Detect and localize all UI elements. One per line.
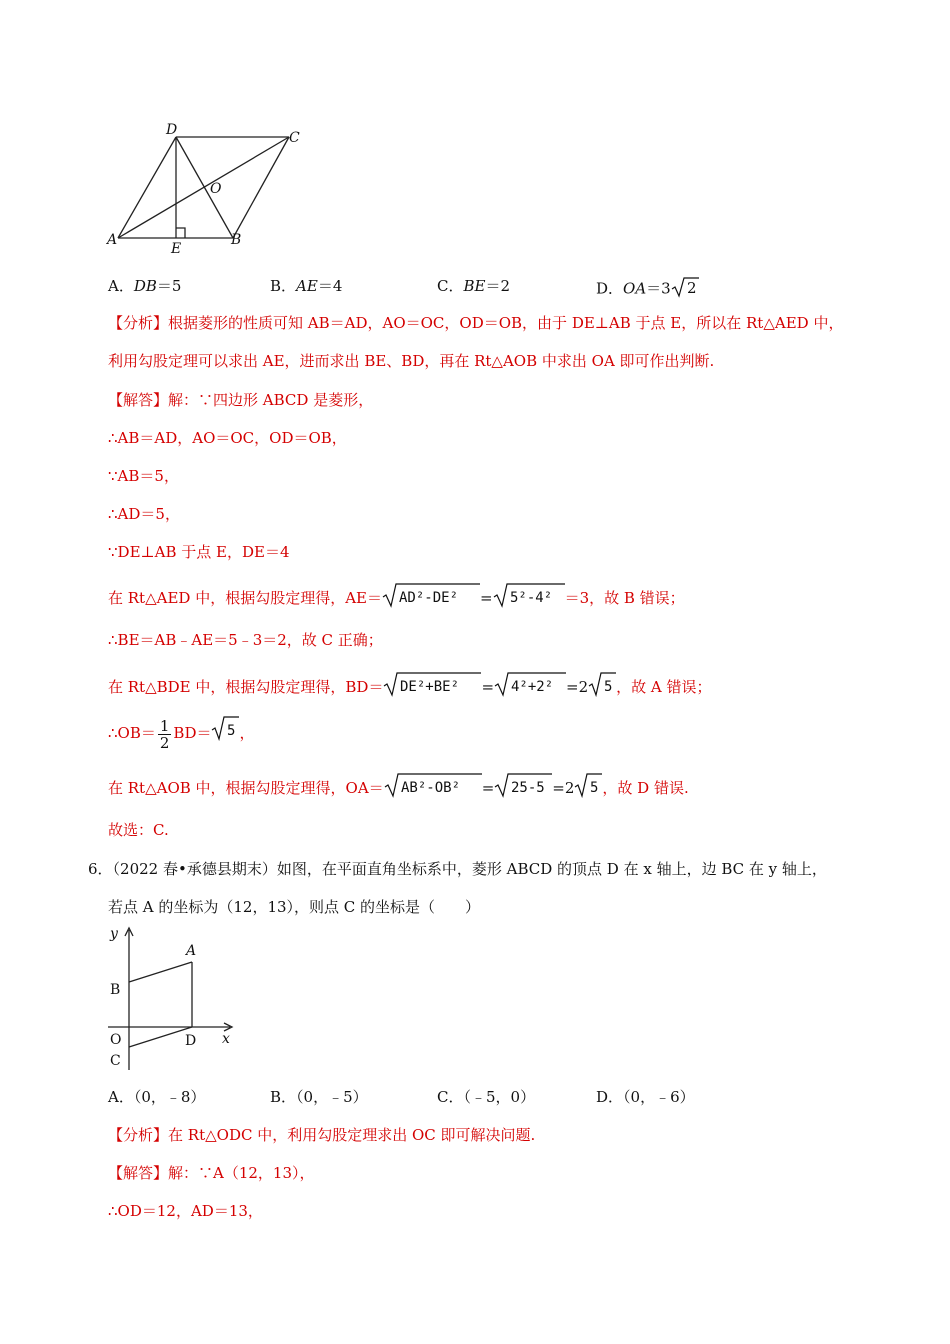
label-e: E — [171, 241, 182, 257]
label-a: A — [186, 943, 197, 959]
sqrt-25-5 — [494, 772, 552, 806]
svg-text:2: 2 — [686, 279, 697, 297]
q5-option-c[interactable]: C．BE＝2 — [437, 277, 511, 295]
q5-solution-line3: ∵AB＝5， — [108, 467, 179, 485]
solution-tag: 【解答】 — [108, 391, 169, 409]
fraction-one-half: $\frac{1}{2}$ — [159, 716, 170, 752]
q6-solution-line2: ∴OD＝12，AD＝13， — [108, 1202, 263, 1220]
q5-analysis-line2: 利用勾股定理可以求出 AE，进而求出 BE、BD，再在 Rt△AOB 中求出 OA 即可作出判断. — [108, 352, 715, 370]
svg-text:DE²+BE²: DE²+BE² — [400, 679, 460, 695]
sqrt-de-be — [383, 671, 481, 705]
q6-option-b[interactable]: B．（0，﹣5） — [270, 1088, 368, 1106]
analysis-tag: 【分析】 — [108, 314, 169, 332]
q6-solution-line1: 【解答】解：∵A（12，13）， — [108, 1164, 315, 1182]
q5-solution-line7: ∴BE＝AB﹣AE＝5﹣3＝2，故 C 正确； — [108, 631, 383, 649]
svg-text:5²-4²: 5²-4² — [509, 590, 552, 606]
solution-tag: 【解答】 — [108, 1164, 169, 1182]
q5-solution-line11: 故选：C. — [108, 821, 169, 839]
q6-stem-line2: 若点 A 的坐标为（12，13），则点 C 的坐标是（ ） — [108, 898, 481, 916]
q6-option-c[interactable]: C．（﹣5，0） — [437, 1088, 536, 1106]
sqrt-5 — [211, 715, 239, 753]
label-x: x — [222, 1031, 230, 1047]
q5-solution-line6: 在 Rt△AED 中，根据勾股定理得，AE＝ AD²-DE² = 5²-4² ＝3，故 B 错误； — [108, 582, 685, 616]
q6-analysis: 【分析】在 Rt△ODC 中，利用勾股定理求出 OC 即可解决问题. — [108, 1126, 536, 1144]
sqrt-ab-ob — [384, 772, 482, 806]
svg-text:4²+2²: 4²+2² — [511, 679, 554, 695]
label-b: B — [231, 232, 242, 248]
side-ba — [129, 962, 192, 982]
q5-solution-line2: ∴AB＝AD，AO＝OC，OD＝OB， — [108, 429, 347, 447]
analysis-tag: 【分析】 — [108, 1126, 169, 1144]
q5-solution-line10: 在 Rt△AOB 中，根据勾股定理得，OA＝ AB²-OB² = 25-5 =2 5 ，故 D 错误. — [108, 772, 689, 806]
q5-option-d[interactable]: D．OA＝3 2 — [596, 276, 699, 303]
coordinate-figure — [100, 920, 245, 1075]
label-d: D — [166, 122, 178, 138]
label-o: O — [210, 181, 222, 197]
diagonal-db — [176, 137, 233, 238]
label-c: C — [289, 130, 300, 146]
sqrt-symbol — [671, 276, 699, 303]
svg-text:5: 5 — [604, 679, 613, 695]
svg-text:AD²-DE²: AD²-DE² — [399, 590, 459, 606]
q6-option-d[interactable]: D．（0，﹣6） — [596, 1088, 695, 1106]
diagonal-ac — [118, 137, 289, 238]
label-d: D — [185, 1033, 197, 1049]
sqrt-5 — [574, 772, 602, 806]
q5-solution-line1: 【解答】解：∵四边形 ABCD 是菱形， — [108, 391, 374, 409]
sqrt-ad-de — [382, 582, 480, 616]
side-ad — [118, 137, 176, 238]
question-number: 6． — [88, 860, 113, 878]
label-c: C — [110, 1053, 121, 1069]
rhombus-figure — [100, 120, 320, 260]
q5-solution-line4: ∴AD＝5， — [108, 505, 180, 523]
q5-option-a[interactable]: A．DB＝5 — [108, 277, 182, 295]
label-a: A — [107, 232, 118, 248]
q5-option-b[interactable]: B．AE＝4 — [270, 277, 343, 295]
svg-text:5: 5 — [590, 780, 599, 796]
sqrt-5-4 — [493, 582, 565, 616]
sqrt-4-2 — [494, 671, 566, 705]
q5-solution-line8: 在 Rt△BDE 中，根据勾股定理得，BD＝ DE²+BE² = 4²+2² =2 5 ，故 A 错误； — [108, 671, 712, 705]
sqrt-5 — [588, 671, 616, 705]
q5-analysis-line1: 【分析】根据菱形的性质可知 AB＝AD，AO＝OC，OD＝OB，由于 DE⊥AB 于点 E，所以在 Rt△AED 中， — [108, 314, 844, 332]
right-angle-mark — [176, 228, 185, 238]
q5-solution-line9: ∴OB＝ $\frac{1}{2}$ BD＝ 5 ， — [108, 716, 255, 752]
q6-stem-line1: 6．（2022 春•承德县期末）如图，在平面直角坐标系中，菱形 ABCD 的顶点 D 在 x 轴上，边 BC 在 y 轴上， — [88, 860, 827, 878]
label-b: B — [110, 982, 121, 998]
q6-option-a[interactable]: A．（0，﹣8） — [108, 1088, 206, 1106]
side-dc — [129, 1027, 192, 1047]
svg-text:5: 5 — [227, 723, 236, 739]
label-y: y — [110, 926, 118, 942]
q5-solution-line5: ∵DE⊥AB 于点 E，DE＝4 — [108, 543, 290, 561]
svg-text:AB²-OB²: AB²-OB² — [400, 780, 460, 796]
side-cb — [233, 137, 289, 238]
svg-text:25-5: 25-5 — [511, 780, 545, 796]
label-o: O — [110, 1032, 122, 1048]
